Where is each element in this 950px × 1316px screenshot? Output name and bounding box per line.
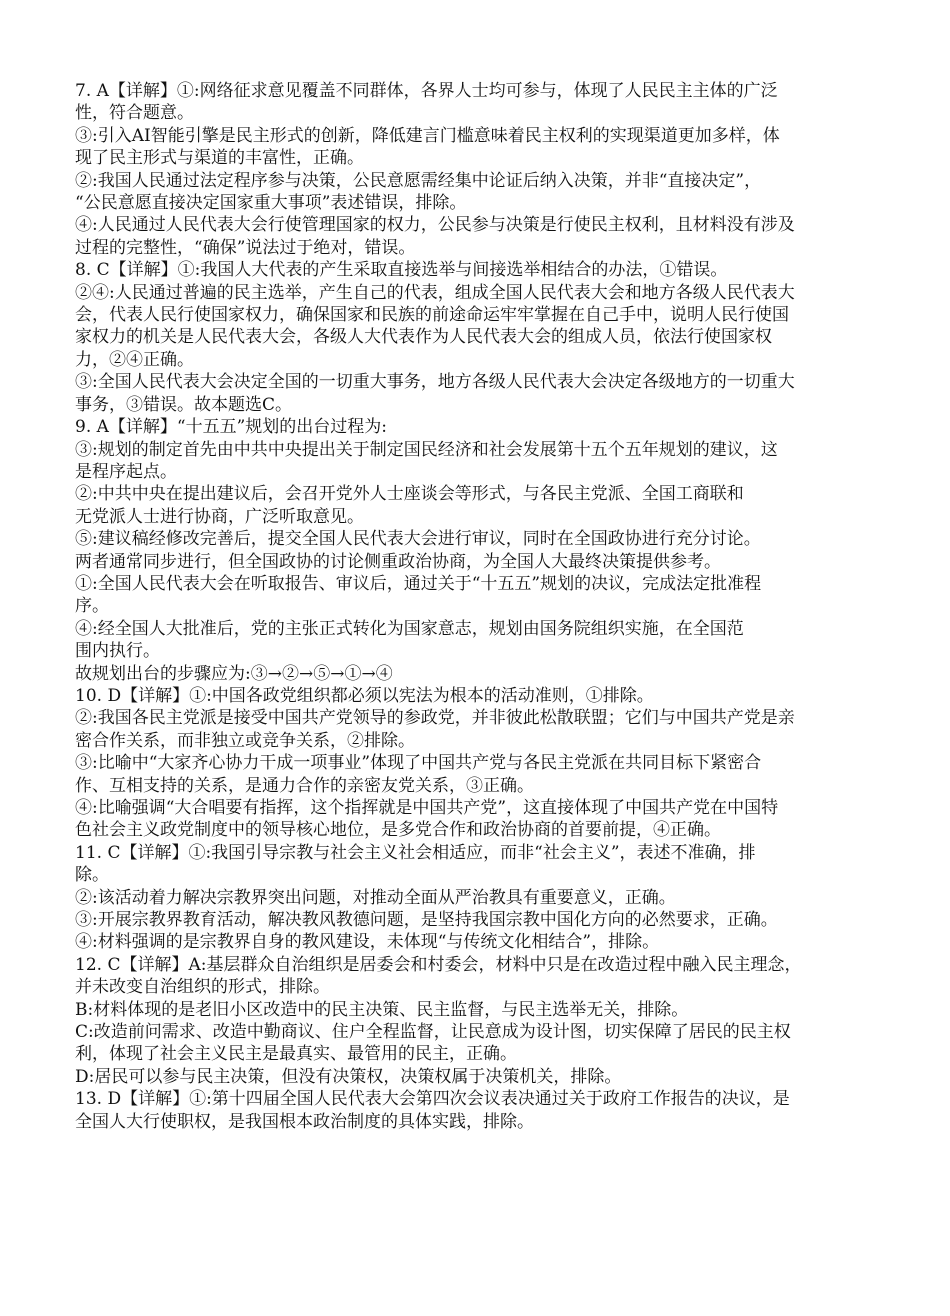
text-line: 10. D【详解】①:中国各政党组织都必须以宪法为根本的活动准则，①排除。 — [75, 685, 654, 706]
text-line: ④:人民通过人民代表大会行使管理国家的权力，公民参与决策是行使民主权利，且材料没有涉及 — [75, 215, 795, 236]
text-line: 现了民主形式与渠道的丰富性，正确。 — [75, 148, 364, 169]
text-line: 密合作关系，而非独立或竞争关系，②排除。 — [75, 730, 415, 751]
text-line: 性，符合题意。 — [75, 103, 194, 124]
text-line: 色社会主义政党制度中的领导核心地位，是多党合作和政治协商的首要前提，④正确。 — [75, 820, 721, 841]
text-line: ③:全国人民代表大会决定全国的一切重大事务，地方各级人民代表大会决定各级地方的一切重大 — [75, 372, 795, 393]
text-line: ②:中共中央在提出建议后，会召开党外人士座谈会等形式，与各民主党派、全国工商联和 — [75, 484, 744, 505]
text-line: 7. A【详解】①:网络征求意见覆盖不同群体，各界人士均可参与，体现了人民民主主体的广泛 — [75, 81, 778, 101]
text-line: 作、互相支持的关系，是通力合作的亲密友党关系，③正确。 — [75, 775, 534, 796]
text-line: 故规划出台的步骤应为:③→②→⑤→①→④ — [75, 663, 393, 684]
text-line: ②:我国人民通过法定程序参与决策，公民意愿需经集中论证后纳入决策，并非“直接决定”， — [75, 170, 762, 191]
text-line: C:改造前问需求、改造中勤商议、住户全程监督，让民意成为设计图，切实保障了居民的民主权 — [75, 1022, 791, 1043]
text-line: 序。 — [75, 596, 109, 617]
text-line: 无党派人士进行协商，广泛听取意见。 — [75, 506, 364, 527]
text-line: 9. A【详解】“十五五”规划的出台过程为: — [75, 417, 388, 438]
text-line: 围内执行。 — [75, 641, 160, 662]
text-line: ④:材料强调的是宗教界自身的教风建设，未体现“与传统文化相结合”，排除。 — [75, 932, 660, 953]
text-line: ⑤:建议稿经修改完善后，提交全国人民代表大会进行审议，同时在全国政协进行充分讨论。 — [75, 529, 761, 550]
text-line: ③:比喻中“大家齐心协力干成一项事业”体现了中国共产党与各民主党派在共同目标下紧密合 — [75, 753, 762, 774]
text-line: 事务，③错误。故本题选C。 — [75, 394, 293, 415]
text-line: 13. D【详解】①:第十四届全国人民代表大会第四次会议表决通过关于政府工作报告的决议，是 — [75, 1089, 790, 1110]
text-line: 两者通常同步进行，但全国政协的讨论侧重政治协商，为全国人大最终决策提供参考。 — [75, 551, 721, 572]
text-line: 除。 — [75, 865, 109, 886]
text-line: ②④:人民通过普遍的民主选举，产生自己的代表，组成全国人民代表大会和地方各级人民代表大 — [75, 282, 795, 303]
text-line: ②:我国各民主党派是接受中国共产党领导的参政党，并非彼此松散联盟；它们与中国共产党是亲 — [75, 708, 795, 729]
text-line: B:材料体现的是老旧小区改造中的民主决策、民主监督，与民主选举无关，排除。 — [75, 999, 689, 1020]
text-line: “公民意愿直接决定国家重大事项”表述错误，排除。 — [75, 193, 467, 214]
answer-explanations — [75, 80, 880, 1133]
text-line: 12. C【详解】A:基层群众自治组织是居委会和村委会，材料中只是在改造过程中融入民主理念， — [75, 954, 802, 975]
text-line: 力，②④正确。 — [75, 349, 194, 370]
text-line: 会，代表人民行使国家权力，确保国家和民族的前途命运牢牢掌握在自己手中，说明人民行使国 — [75, 305, 789, 326]
text-line: 并未改变自治组织的形式，排除。 — [75, 977, 330, 998]
text-line: ④:经全国人大批准后，党的主张正式转化为国家意志，规划由国务院组织实施，在全国范 — [75, 618, 744, 639]
text-line: 是程序起点。 — [75, 461, 177, 482]
text-line: 利，体现了社会主义民主是最真实、最管用的民主，正确。 — [75, 1044, 517, 1065]
text-line: D:居民可以参与民主决策，但没有决策权，决策权属于决策机关，排除。 — [75, 1066, 622, 1087]
text-line: 8. C【详解】①:我国人大代表的产生采取直接选举与间接选举相结合的办法，①错误。 — [75, 260, 728, 281]
text-line: ③:引入AI智能引擎是民主形式的创新，降低建言门槛意味着民主权利的实现渠道更加多样，体 — [75, 125, 780, 146]
text-line: ②:该活动着力解决宗教界突出问题，对推动全面从严治教具有重要意义，正确。 — [75, 887, 676, 908]
text-line: 家权力的机关是人民代表大会，各级人大代表作为人民代表大会的组成人员，依法行使国家权 — [75, 327, 772, 348]
text-line: 全国人大行使职权，是我国根本政治制度的具体实践，排除。 — [75, 1111, 534, 1132]
text-line: 过程的完整性，“确保”说法过于绝对，错误。 — [75, 237, 416, 258]
text-line: ①:全国人民代表大会在听取报告、审议后，通过关于“十五五”规划的决议，完成法定批准程 — [75, 573, 762, 594]
text-line: 11. C【详解】①:我国引导宗教与社会主义社会相适应，而非“社会主义”，表述不准确，排 — [75, 842, 756, 863]
text-line: ④:比喻强调“大合唱要有指挥，这个指挥就是中国共产党”，这直接体现了中国共产党在中国特 — [75, 798, 779, 818]
text-line: ③:开展宗教界教育活动，解决教风教德问题，是坚持我国宗教中国化方向的必然要求，正确。 — [75, 910, 778, 931]
text-line: ③:规划的制定首先由中共中央提出关于制定国民经济和社会发展第十五个五年规划的建议，这 — [75, 439, 778, 460]
